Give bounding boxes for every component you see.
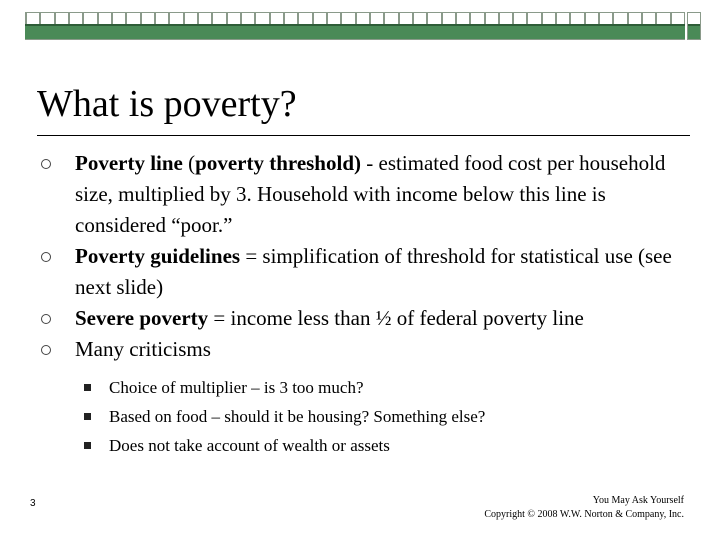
- bullet-term: poverty threshold): [195, 151, 361, 175]
- bullet-text: (: [182, 151, 196, 175]
- sub-bullet-item: [37, 431, 697, 460]
- bullet-term: Severe poverty: [75, 306, 209, 330]
- footer-credit: [484, 494, 684, 522]
- sub-bullet-text: Based on food – should it be housing? Something else?: [109, 407, 486, 426]
- hollow-circle-bullet-icon: [41, 252, 51, 262]
- bullet-many-criticisms: [37, 334, 697, 365]
- sub-bullet-list: [37, 373, 697, 460]
- bullet-poverty-guidelines: [37, 241, 697, 303]
- sub-bullet-item: [37, 373, 697, 402]
- hollow-circle-bullet-icon: [41, 345, 51, 355]
- bullet-term: Poverty guidelines: [75, 244, 241, 268]
- footer-book-title: You May Ask Yourself: [592, 495, 684, 506]
- square-bullet-icon: [84, 384, 91, 391]
- sub-bullet-item: [37, 402, 697, 431]
- decorative-header-bar: [25, 12, 701, 40]
- bullet-term: Poverty line: [75, 151, 183, 175]
- slide-title: What is poverty?: [37, 83, 297, 125]
- square-bullet-icon: [84, 413, 91, 420]
- footer-copyright: Copyright © 2008 W.W. Norton & Company, Inc.: [484, 509, 684, 520]
- bullet-poverty-line: [37, 148, 697, 241]
- header-end-box: [687, 12, 701, 40]
- bullet-text: Many criticisms: [75, 337, 211, 361]
- bullet-text: - estimated food cost per household size, multiplied by 3. Household with income below this line is considered “poor.”: [75, 151, 666, 237]
- bullet-list: [37, 148, 697, 460]
- page-number: 3: [30, 498, 36, 509]
- square-bullet-icon: [84, 442, 91, 449]
- hollow-circle-bullet-icon: [41, 314, 51, 324]
- sub-bullet-text: Does not take account of wealth or assets: [109, 436, 390, 455]
- bullet-text: = income less than ½ of federal poverty line: [208, 306, 584, 330]
- hollow-circle-bullet-icon: [41, 159, 51, 169]
- bullet-severe-poverty: [37, 303, 697, 334]
- bullet-text: = simplification of threshold for statistical use (see next slide): [75, 244, 672, 299]
- header-dark-line: [25, 24, 685, 26]
- title-divider: [37, 135, 690, 136]
- header-green-band: [25, 26, 685, 39]
- sub-bullet-text: Choice of multiplier – is 3 too much?: [109, 378, 364, 397]
